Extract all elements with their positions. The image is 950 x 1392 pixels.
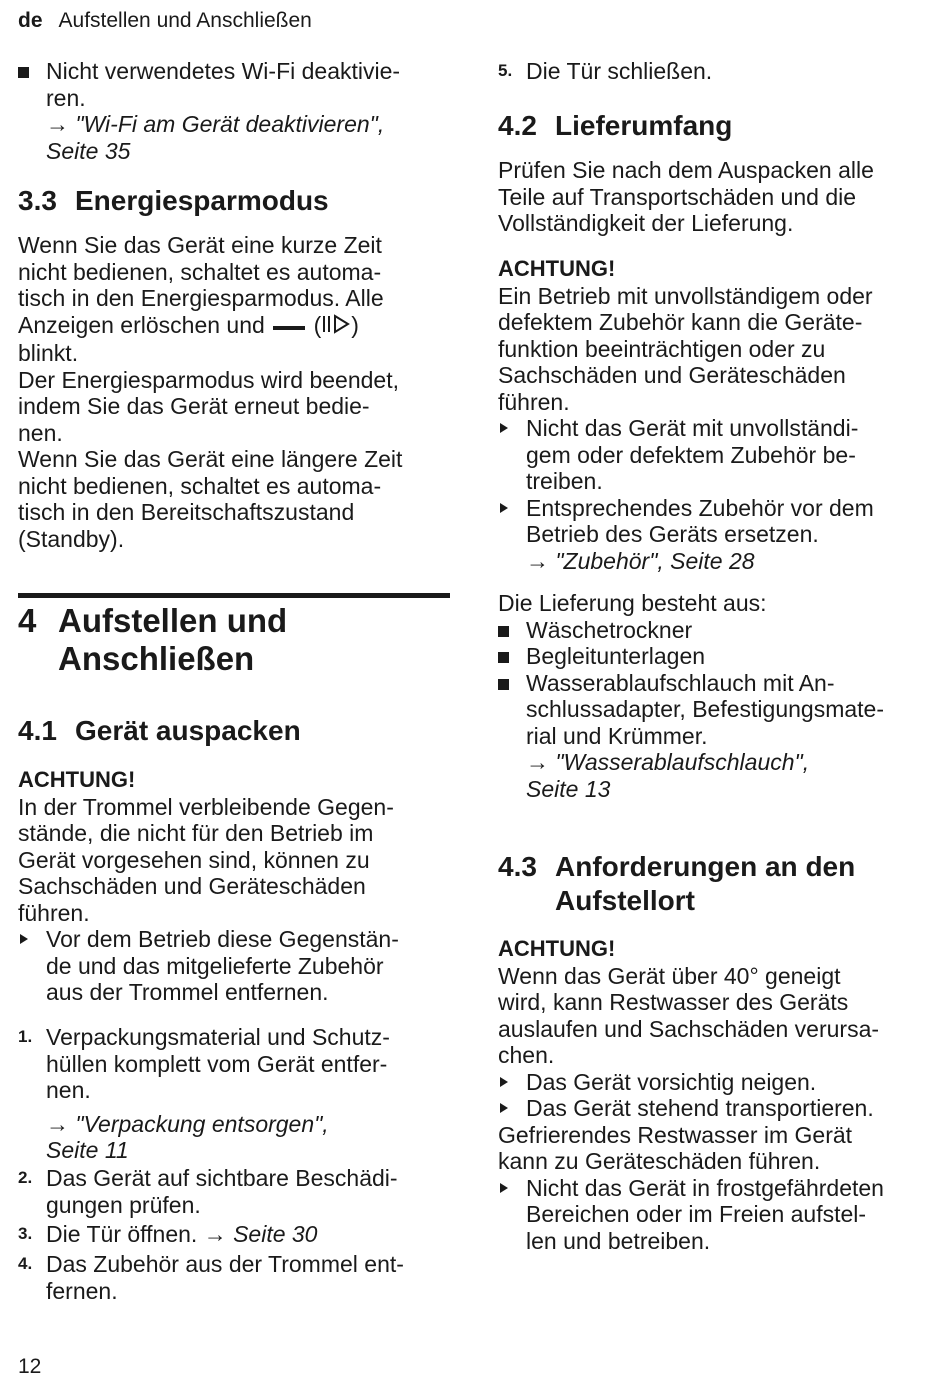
text-line: Das Gerät stehend transportieren.	[526, 1095, 874, 1121]
text-line: Wenn das Gerät über 40° geneigt	[498, 962, 841, 989]
cross-reference-page[interactable]: Seite 13	[526, 775, 611, 802]
dash-display-icon	[271, 313, 307, 340]
text-line: ren.	[46, 84, 86, 111]
heading-number: 3.3	[18, 185, 57, 216]
cross-reference[interactable]: → "Wasserablaufschlauch",	[526, 749, 810, 775]
text-line: Nicht das Gerät mit unvollständi-	[526, 415, 859, 441]
text-line: Sachschäden und Geräteschäden	[18, 873, 366, 899]
chapter-heading-4	[18, 602, 450, 678]
warning-label: ACHTUNG!	[498, 936, 616, 961]
text-line: kann zu Geräteschäden führen.	[498, 1148, 821, 1174]
action-item	[18, 926, 450, 1006]
cross-reference[interactable]: → "Zubehör", Seite 28	[526, 547, 755, 574]
unpack-step-3	[18, 1221, 450, 1248]
text-line: gem oder defektem Zubehör be-	[526, 441, 856, 468]
triangle-bullet-icon	[500, 1103, 508, 1113]
text-line: Nicht verwendetes Wi-Fi deaktivie-	[46, 58, 401, 84]
cross-reference-page[interactable]: Seite 11	[46, 1137, 129, 1163]
text-line: aus der Trommel entfernen.	[46, 979, 329, 1005]
text-line: Vollständigkeit der Lieferung.	[498, 210, 794, 236]
text-line: Die Lieferung besteht aus:	[498, 590, 767, 616]
text-line: Entsprechendes Zubehör vor dem	[526, 494, 874, 521]
text-line: nicht bedienen, schaltet es automa-	[18, 258, 382, 285]
section-heading-3-3	[18, 184, 450, 218]
cross-reference-page[interactable]: Seite 35	[46, 137, 131, 164]
header-section-title: Aufstellen und Anschließen	[58, 9, 312, 32]
list-item	[498, 643, 934, 670]
action-item	[498, 495, 934, 575]
triangle-bullet-icon	[500, 1077, 508, 1087]
scope-warning	[498, 256, 934, 574]
scope-intro	[498, 157, 934, 237]
unpack-step-5	[498, 58, 934, 85]
site-warning	[498, 936, 934, 1254]
heading-number: 4.2	[498, 110, 537, 141]
chapter-title-line: Anschließen	[58, 640, 255, 677]
delivery-list	[498, 590, 934, 802]
text-line: nicht bedienen, schaltet es automa-	[18, 472, 382, 499]
triangle-bullet-icon	[500, 1183, 508, 1193]
square-bullet-icon	[498, 679, 509, 690]
text-line: Die Tür schließen.	[526, 58, 713, 84]
text-line: chen.	[498, 1042, 555, 1068]
text-line: Wenn Sie das Gerät eine kurze Zeit	[18, 232, 382, 258]
wifi-bullet	[18, 58, 450, 164]
text-line: de und das mitgelieferte Zubehör	[46, 952, 384, 979]
page-number: 12	[18, 1355, 42, 1378]
text-line: funktion beeinträchtigen oder zu	[498, 335, 826, 362]
text-line: fernen.	[46, 1277, 118, 1304]
step-number: 4.	[18, 1254, 33, 1273]
text-line: schlussadapter, Befestigungsmate-	[526, 696, 884, 722]
text-line: Ein Betrieb mit unvollständigem oder	[498, 282, 873, 309]
text-line: wird, kann Restwasser des Geräts	[498, 989, 849, 1015]
heading-number: 4.1	[18, 715, 57, 746]
heading-text: Gerät auspacken	[75, 715, 301, 746]
action-item	[498, 1175, 934, 1255]
action-item	[498, 1095, 934, 1122]
cross-reference[interactable]: → "Verpackung entsorgen",	[46, 1110, 329, 1137]
text-fragment: Anzeigen erlöschen und	[18, 311, 265, 338]
page-header	[18, 6, 312, 36]
text-line: Teile auf Transportschäden und die	[498, 183, 857, 210]
text-line: blinkt.	[18, 340, 79, 367]
text-line: Wasserablaufschlauch mit An-	[526, 669, 835, 696]
text-line: Der Energiesparmodus wird beendet,	[18, 366, 399, 393]
text-fragment: Die Tür öffnen.	[46, 1221, 198, 1247]
heading-text: Lieferumfang	[555, 110, 733, 141]
cross-reference[interactable]: → "Wi-Fi am Gerät deaktivieren",	[46, 111, 385, 137]
text-line: Wäschetrockner	[526, 616, 693, 643]
action-item	[498, 1069, 934, 1096]
unpack-step-2	[18, 1165, 450, 1218]
text-line: Das Zubehör aus der Trommel ent-	[46, 1251, 404, 1277]
text-line: Das Gerät auf sichtbare Beschädi-	[46, 1165, 398, 1191]
step-number: 3.	[18, 1224, 33, 1243]
text-line: Nicht das Gerät in frostgefährdeten	[526, 1174, 884, 1201]
text-line: (Standby).	[18, 525, 125, 552]
cross-reference-page[interactable]: → Seite 30	[203, 1221, 318, 1247]
triangle-bullet-icon	[500, 423, 508, 433]
heading-text: Energiesparmodus	[75, 185, 329, 216]
energy-saving-text	[18, 232, 450, 552]
step-number: 5.	[498, 61, 513, 80]
text-line: defektem Zubehör kann die Geräte-	[498, 309, 863, 335]
text-line: hüllen komplett vom Gerät entfer-	[46, 1050, 388, 1077]
section-heading-4-3	[498, 850, 934, 918]
text-line: gungen prüfen.	[46, 1191, 201, 1218]
text-line: len und betreiben.	[526, 1227, 711, 1254]
text-line: In der Trommel verbleibende Gegen-	[18, 793, 394, 820]
text-line: Wenn Sie das Gerät eine längere Zeit	[18, 446, 403, 473]
chapter-divider	[18, 593, 450, 598]
heading-number: 4.3	[498, 851, 537, 882]
step-number: 1.	[18, 1027, 33, 1046]
text-line: führen.	[18, 899, 90, 926]
step-number: 2.	[18, 1168, 33, 1187]
square-bullet-icon	[18, 67, 29, 78]
text-line: Gefrierendes Restwasser im Gerät	[498, 1121, 853, 1148]
text-line: rial und Krümmer.	[526, 722, 708, 749]
action-item	[498, 415, 934, 495]
heading-text: Anforderungen an den	[555, 851, 856, 882]
text-line: auslaufen und Sachschäden verursa-	[498, 1015, 880, 1042]
text-line: Vor dem Betrieb diese Gegenstän-	[46, 926, 399, 952]
text-line-with-symbols	[18, 312, 450, 341]
language-code: de	[18, 9, 43, 32]
text-line: Begleitunterlagen	[526, 643, 706, 669]
list-item	[498, 617, 934, 644]
square-bullet-icon	[498, 652, 509, 663]
text-line: führen.	[498, 388, 570, 415]
chapter-number: 4	[18, 602, 37, 639]
unpack-warning	[18, 767, 450, 1006]
text-line: Verpackungsmaterial und Schutz-	[46, 1024, 390, 1050]
list-item	[498, 670, 934, 803]
chapter-title-line: Aufstellen und	[58, 602, 288, 639]
text-line: nen.	[46, 1077, 91, 1103]
warning-label: ACHTUNG!	[18, 767, 136, 792]
text-line: Betrieb des Geräts ersetzen.	[526, 521, 819, 547]
section-heading-4-2	[498, 109, 934, 143]
unpack-step-4	[18, 1251, 450, 1304]
text-line: nen.	[18, 419, 63, 446]
start-pause-icon	[321, 313, 351, 341]
text-line: Sachschäden und Geräteschäden	[498, 362, 846, 388]
text-fragment: )	[351, 311, 359, 338]
unpack-step-1	[18, 1024, 450, 1164]
text-line: tisch in den Bereitschaftszustand	[18, 499, 355, 526]
text-line: Das Gerät vorsichtig neigen.	[526, 1068, 817, 1095]
text-line: Bereichen oder im Freien aufstel-	[526, 1201, 867, 1227]
text-line: Prüfen Sie nach dem Auspacken alle	[498, 157, 874, 183]
heading-text: Aufstellort	[555, 885, 695, 916]
warning-label: ACHTUNG!	[498, 256, 616, 281]
triangle-bullet-icon	[20, 934, 28, 944]
section-heading-4-1	[18, 714, 450, 748]
text-line: indem Sie das Gerät erneut bedie-	[18, 393, 370, 420]
text-line: Gerät vorgesehen sind, können zu	[18, 846, 370, 873]
text-line: stände, die nicht für den Betrieb im	[18, 820, 374, 846]
text-line: tisch in den Energiesparmodus. Alle	[18, 285, 384, 311]
text-fragment: (	[313, 311, 322, 338]
triangle-bullet-icon	[500, 503, 508, 513]
square-bullet-icon	[498, 626, 509, 637]
text-line: treiben.	[526, 468, 603, 494]
